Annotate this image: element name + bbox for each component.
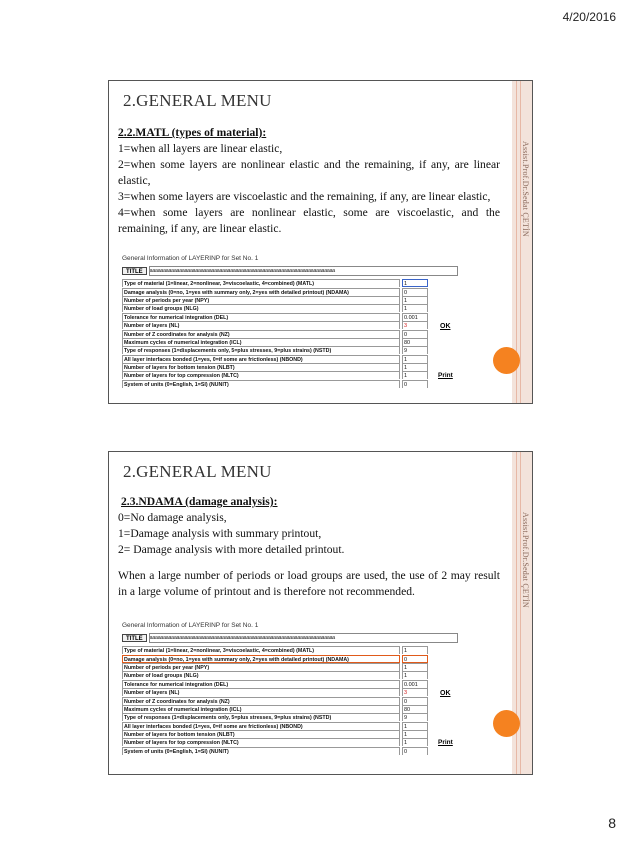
param-row	[122, 329, 458, 337]
param-value-input[interactable]: 9	[402, 713, 428, 721]
param-row	[122, 646, 458, 654]
param-row	[122, 671, 458, 679]
param-list	[122, 279, 458, 388]
title-input[interactable]: aaaaaaaaaaaaaaaaaaaaaaaaaaaaaaaaaaaaaaaaaaaaaaaaaaaaaaaaaaaaaaaaaaaaa	[149, 633, 458, 643]
param-row	[122, 730, 458, 738]
param-label: Number of Z coordinates for analysis (NZ)	[122, 697, 400, 705]
param-row	[122, 279, 458, 287]
param-label: Tolerance for numerical integration (DEL)	[122, 680, 400, 688]
param-value-input[interactable]: 80	[402, 338, 428, 346]
body-line: 1=when all layers are linear elastic,	[118, 142, 283, 155]
param-label: System of units (0=English, 1=SI) (NUNIT)	[122, 747, 400, 755]
title-row	[122, 633, 458, 643]
page-date: 4/20/2016	[562, 10, 616, 24]
param-label: Tolerance for numerical integration (DEL)	[122, 313, 400, 321]
param-label: Number of Z coordinates for analysis (NZ)	[122, 330, 400, 338]
paragraph-gap	[118, 558, 500, 568]
param-row	[122, 696, 458, 704]
body-paragraph: When a large number of periods or load groups are used, the use of 2 may result in a large volume of printout and is therefore not recommended.	[118, 569, 500, 598]
param-value-input[interactable]: 1	[402, 371, 428, 379]
param-label: Damage analysis (0=no, 1=yes with summary only, 2=yes with detailed printout) (NDAMA)	[122, 655, 400, 663]
param-value-input[interactable]: 1	[402, 646, 428, 654]
author-credit: Assist.Prof.Dr.Sedat ÇETİN	[521, 512, 530, 608]
param-label: Number of layers for top compression (NLTC)	[122, 371, 400, 379]
print-button[interactable]: Print	[438, 372, 453, 379]
param-row	[122, 722, 458, 730]
param-row	[122, 287, 458, 295]
title-button[interactable]: TITLE	[122, 634, 147, 642]
stripe-line	[520, 452, 521, 774]
param-row	[122, 688, 458, 696]
param-row	[122, 321, 458, 329]
param-label: Damage analysis (0=no, 1=yes with summary only, 2=yes with detailed printout) (NDAMA)	[122, 288, 400, 296]
panel-caption: General Information of LAYERINP for Set No. 1	[122, 622, 259, 629]
param-label: Number of layers (NL)	[122, 321, 400, 329]
param-value-input[interactable]: 0	[402, 697, 428, 705]
param-value-input[interactable]: 1	[402, 730, 428, 738]
layerinp-panel	[122, 622, 458, 755]
author-credit: Assist.Prof.Dr.Sedat ÇETİN	[521, 141, 530, 237]
title-input[interactable]: aaaaaaaaaaaaaaaaaaaaaaaaaaaaaaaaaaaaaaaaaaaaaaaaaaaaaaaaaaaaaaaaaaaaa	[149, 266, 458, 276]
param-label: All layer interfaces bonded (1=yes, 0=if some are frictionless) (NBOND)	[122, 355, 400, 363]
body-line: 4=when some layers are nonlinear elastic, some are viscoelastic, and the remaining, if any, are linear elastic.	[118, 206, 500, 235]
slide-title: 2.GENERAL MENU	[123, 91, 272, 110]
slide-ndama	[108, 451, 533, 775]
orange-circle-decoration	[493, 347, 520, 374]
print-button[interactable]: Print	[438, 739, 453, 746]
param-value-input[interactable]: 0.001	[402, 313, 428, 321]
param-label: Maximum cycles of numerical integration (ICL)	[122, 705, 400, 713]
param-row	[122, 338, 458, 346]
param-label: Number of periods per year (NPY)	[122, 663, 400, 671]
param-row	[122, 663, 458, 671]
param-value-input[interactable]: 3	[402, 688, 428, 696]
panel-caption: General Information of LAYERINP for Set No. 1	[122, 255, 259, 262]
ok-button[interactable]: OK	[440, 690, 451, 697]
param-label: Maximum cycles of numerical integration (ICL)	[122, 338, 400, 346]
param-row	[122, 296, 458, 304]
param-value-input[interactable]: 0.001	[402, 680, 428, 688]
param-label: Number of layers for bottom tension (NLBT)	[122, 363, 400, 371]
param-value-input[interactable]: 1	[402, 279, 428, 287]
param-value-input[interactable]: 1	[402, 722, 428, 730]
param-label: Type of responses (1=displacements only, 5=plus stresses, 9=plus strains) (NSTD)	[122, 713, 400, 721]
param-label: Type of material (1=linear, 2=nonlinear, 3=viscoelastic, 4=combined) (MATL)	[122, 646, 400, 654]
slide-matl	[108, 80, 533, 404]
param-value-input[interactable]: 1	[402, 304, 428, 312]
section-heading: 2.3.NDAMA (damage analysis):	[121, 495, 278, 508]
param-label: Type of responses (1=displacements only, 5=plus stresses, 9=plus strains) (NSTD)	[122, 346, 400, 354]
param-row	[122, 371, 458, 379]
param-value-input[interactable]: 1	[402, 671, 428, 679]
body-line: 3=when some layers are viscoelastic and the remaining, if any, are linear elastic,	[118, 190, 491, 203]
stripe-line	[520, 81, 521, 403]
param-value-input[interactable]: 0	[402, 380, 428, 388]
param-value-input[interactable]: 0	[402, 330, 428, 338]
param-row	[122, 304, 458, 312]
title-row	[122, 266, 458, 276]
param-row	[122, 313, 458, 321]
param-row	[122, 363, 458, 371]
param-row	[122, 380, 458, 388]
param-label: Number of load groups (NLG)	[122, 671, 400, 679]
slide-body	[118, 494, 500, 600]
body-line: 0=No damage analysis,	[118, 511, 227, 524]
param-label: Number of layers for bottom tension (NLBT)	[122, 730, 400, 738]
param-label: Number of layers for top compression (NLTC)	[122, 738, 400, 746]
param-row-highlighted	[122, 654, 458, 662]
title-button[interactable]: TITLE	[122, 267, 147, 275]
param-value-input[interactable]: 0	[402, 747, 428, 755]
slide-title: 2.GENERAL MENU	[123, 462, 272, 481]
param-value-input[interactable]: 1	[402, 363, 428, 371]
param-label: System of units (0=English, 1=SI) (NUNIT)	[122, 380, 400, 388]
body-line: 2= Damage analysis with more detailed printout.	[118, 543, 345, 556]
slide-body	[118, 125, 500, 237]
param-value-input[interactable]: 1	[402, 296, 428, 304]
param-label: Type of material (1=linear, 2=nonlinear, 3=viscoelastic, 4=combined) (MATL)	[122, 279, 400, 287]
param-row	[122, 747, 458, 755]
param-label: Number of periods per year (NPY)	[122, 296, 400, 304]
param-row	[122, 355, 458, 363]
param-list	[122, 646, 458, 755]
param-value-input[interactable]: 80	[402, 705, 428, 713]
ok-button[interactable]: OK	[440, 323, 451, 330]
page-number: 8	[608, 815, 616, 831]
param-row	[122, 738, 458, 746]
param-row	[122, 705, 458, 713]
body-line: 1=Damage analysis with summary printout,	[118, 527, 322, 540]
body-line: 2=when some layers are nonlinear elastic and the remaining, if any, are linear elastic,	[118, 158, 500, 187]
orange-circle-decoration	[493, 710, 520, 737]
param-label: Number of layers (NL)	[122, 688, 400, 696]
layerinp-panel	[122, 255, 458, 388]
param-value-input[interactable]: 1	[402, 355, 428, 363]
section-heading: 2.2.MATL (types of material):	[118, 126, 267, 139]
param-row	[122, 713, 458, 721]
param-label: Number of load groups (NLG)	[122, 304, 400, 312]
param-label: All layer interfaces bonded (1=yes, 0=if some are frictionless) (NBOND)	[122, 722, 400, 730]
param-value-input[interactable]: 0	[402, 655, 428, 663]
param-value-input[interactable]: 0	[402, 288, 428, 296]
param-row	[122, 346, 458, 354]
param-row	[122, 680, 458, 688]
param-value-input[interactable]: 3	[402, 321, 428, 329]
param-value-input[interactable]: 1	[402, 738, 428, 746]
param-value-input[interactable]: 9	[402, 346, 428, 354]
param-value-input[interactable]: 1	[402, 663, 428, 671]
